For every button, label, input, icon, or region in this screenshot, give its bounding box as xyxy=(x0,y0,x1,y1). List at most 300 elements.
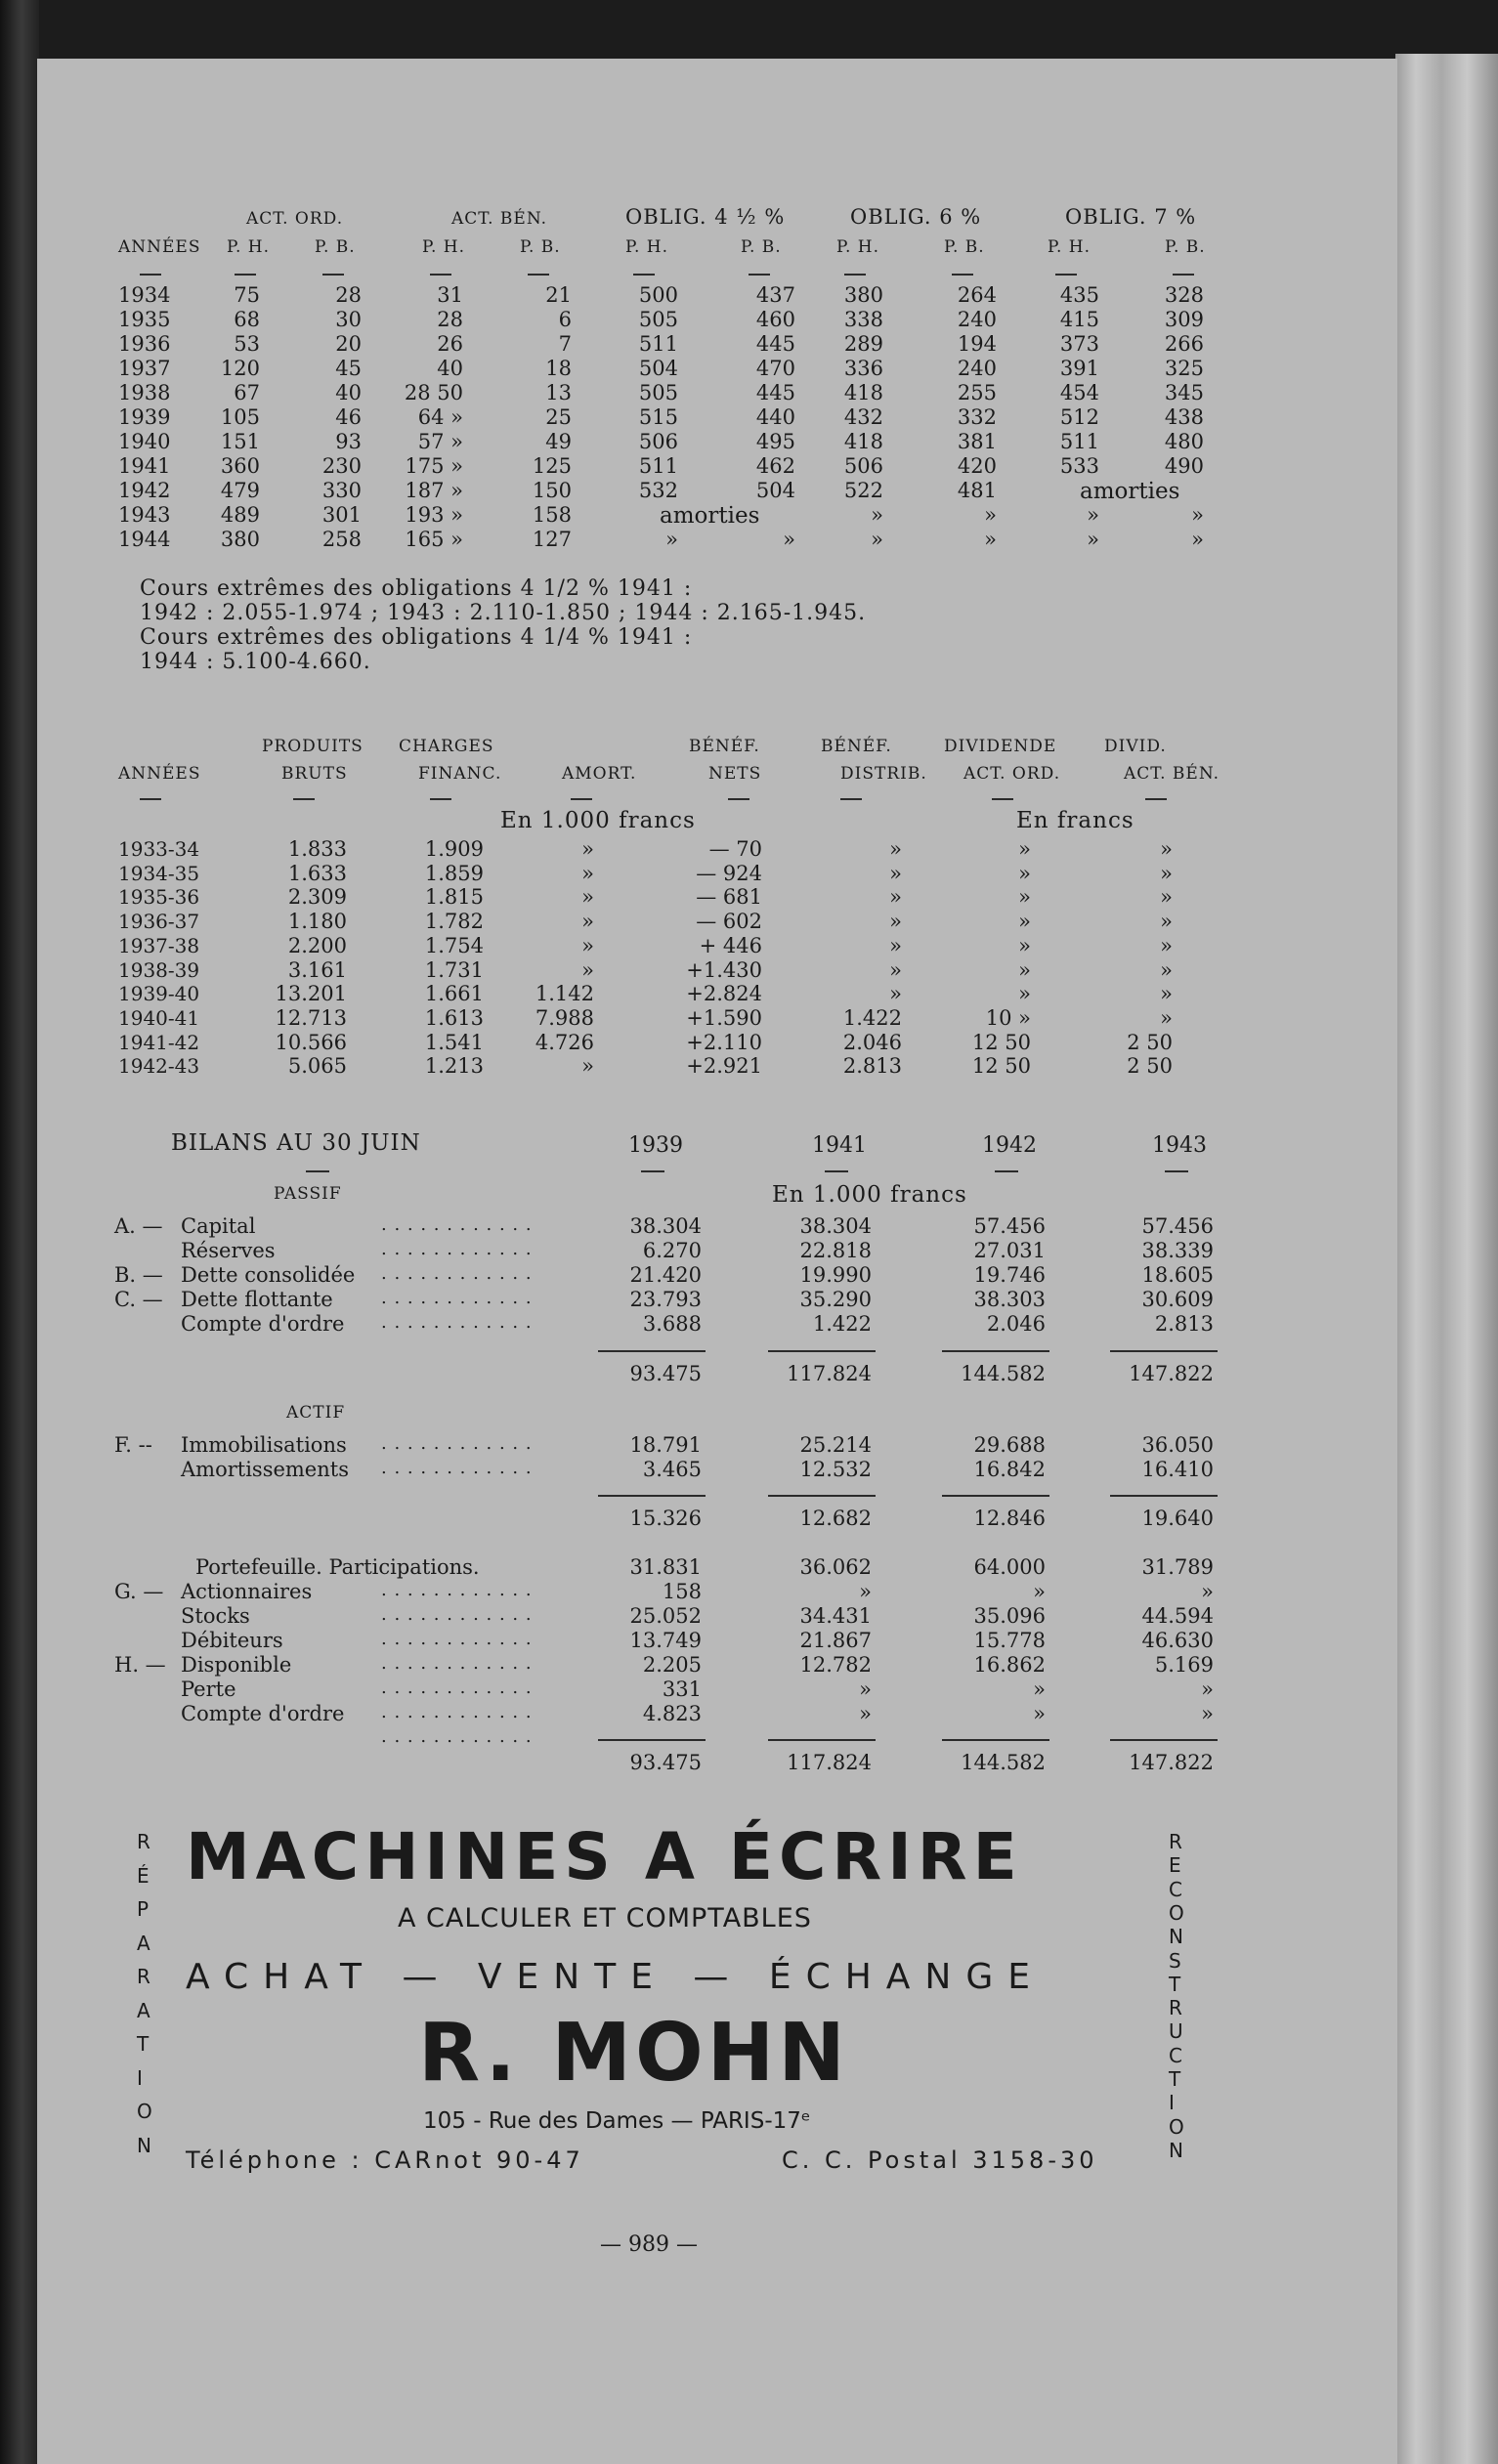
value-cell: 13.201 xyxy=(275,982,347,1006)
value-cell: 75 xyxy=(234,283,260,307)
column-header: BÉNÉF. xyxy=(821,737,892,756)
value-cell: 30 xyxy=(335,308,362,331)
value-cell: 532 xyxy=(638,479,678,502)
page-number: — 989 — xyxy=(600,2232,698,2257)
item-label: Compte d'ordre xyxy=(181,1702,345,1725)
value-cell: 506 xyxy=(638,430,678,453)
value-cell: 158 xyxy=(662,1580,702,1603)
note-line: 1942 : 2.055-1.974 ; 1943 : 2.110-1.850 ; 1944 : 2.165-1.945. xyxy=(140,601,867,625)
value-cell: 2.205 xyxy=(642,1653,702,1677)
value-cell: 46 xyxy=(335,405,362,429)
total-cell: 12.846 xyxy=(973,1507,1046,1530)
value-cell: 18.791 xyxy=(629,1433,702,1457)
value-cell: 505 xyxy=(638,381,678,404)
value-cell: 12.782 xyxy=(799,1653,872,1677)
leader-dots: . . . . . . . . . . . . xyxy=(381,1433,533,1454)
value-cell: 46.630 xyxy=(1141,1629,1214,1652)
value-cell: » xyxy=(1191,503,1204,527)
value-cell: » xyxy=(581,861,594,885)
value-cell: +1.590 xyxy=(686,1005,762,1030)
value-cell: 12.532 xyxy=(799,1458,872,1481)
total-cell: 117.824 xyxy=(787,1751,872,1774)
sub-header: P. H. xyxy=(422,237,466,257)
value-cell: 26 xyxy=(437,332,463,356)
total-cell: 117.824 xyxy=(787,1362,872,1385)
value-cell: 12.713 xyxy=(275,1005,347,1030)
year-column-header: 1941 xyxy=(812,1133,867,1158)
item-label: Dette flottante xyxy=(181,1288,333,1311)
header-dash xyxy=(633,274,655,276)
value-cell: 1.142 xyxy=(535,982,594,1006)
column-header: CHARGES xyxy=(399,737,494,756)
vertical-letter: N xyxy=(1169,1925,1183,1949)
value-cell: » xyxy=(665,528,678,551)
vertical-letter: O xyxy=(137,2100,152,2123)
value-cell: 21.420 xyxy=(629,1263,702,1287)
value-cell: 193 » xyxy=(405,503,463,527)
vertical-letter: C xyxy=(1169,1877,1182,1901)
column-header: ACT. BÉN. xyxy=(1124,764,1220,784)
value-cell: 1.613 xyxy=(424,1005,484,1030)
item-label: Actionnaires xyxy=(181,1580,313,1603)
year-cell: 1943 xyxy=(118,503,171,527)
value-cell: +2.110 xyxy=(686,1030,762,1054)
value-cell: 38.339 xyxy=(1141,1239,1214,1262)
value-cell: 151 xyxy=(220,430,260,453)
value-cell: » xyxy=(1018,837,1031,861)
value-cell: 240 xyxy=(957,308,997,331)
value-cell: 36.062 xyxy=(799,1555,872,1579)
year-cell: 1934 xyxy=(118,283,171,307)
item-label: Perte xyxy=(181,1678,236,1701)
value-cell: 150 xyxy=(532,479,572,502)
value-cell: 64.000 xyxy=(973,1555,1046,1579)
note-line: Cours extrêmes des obligations 4 1/2 % 1941 : xyxy=(140,576,693,601)
value-cell: 93 xyxy=(335,430,362,453)
header-dash xyxy=(140,798,161,800)
value-cell: 165 » xyxy=(405,528,463,551)
vertical-letter: U xyxy=(1169,2019,1183,2044)
value-cell: 418 xyxy=(843,381,883,404)
value-cell: » xyxy=(581,837,594,861)
value-cell: 515 xyxy=(638,405,678,429)
column-header: DIVIDENDE xyxy=(944,737,1057,756)
value-cell: 380 xyxy=(843,283,883,307)
value-cell: » xyxy=(1160,910,1173,934)
value-cell: 38.303 xyxy=(973,1288,1046,1311)
value-cell: 1.661 xyxy=(424,982,484,1006)
column-header: AMORT. xyxy=(562,764,637,784)
total-cell: 147.822 xyxy=(1129,1362,1214,1385)
amorties-label: amorties xyxy=(660,503,760,529)
value-cell: 1.909 xyxy=(424,837,484,861)
period-cell: 1936-37 xyxy=(118,910,200,934)
header-dash xyxy=(1173,274,1194,276)
sum-rule xyxy=(1110,1495,1218,1497)
item-letter: A. — xyxy=(114,1214,163,1238)
value-cell: 230 xyxy=(321,454,362,478)
total-cell: 15.326 xyxy=(629,1507,702,1530)
ad-postal-account: C. C. Postal 3158-30 xyxy=(782,2146,1098,2174)
value-cell: 495 xyxy=(755,430,795,453)
vertical-letter: T xyxy=(137,2032,150,2056)
value-cell: 22.818 xyxy=(799,1239,872,1262)
value-cell: 2.046 xyxy=(842,1030,902,1054)
leader-dots: . . . . . . . . . . . . xyxy=(381,1653,533,1674)
header-dash xyxy=(1145,798,1167,800)
sum-rule xyxy=(598,1350,706,1352)
year-cell: 1936 xyxy=(118,332,171,356)
total-cell: 144.582 xyxy=(961,1362,1046,1385)
value-cell: 5.065 xyxy=(287,1054,347,1079)
value-cell: 381 xyxy=(957,430,997,453)
value-cell: » xyxy=(1018,957,1031,982)
value-cell: 40 xyxy=(335,381,362,404)
value-cell: 440 xyxy=(755,405,795,429)
vertical-letter: P xyxy=(137,1897,150,1921)
ad-headline: MACHINES A ÉCRIRE xyxy=(186,1819,1023,1894)
value-cell: 18.605 xyxy=(1141,1263,1214,1287)
value-cell: 266 xyxy=(1164,332,1204,356)
total-cell: 12.682 xyxy=(799,1507,872,1530)
vertical-letter: I xyxy=(1169,2091,1175,2115)
value-cell: 264 xyxy=(957,283,997,307)
header-dash xyxy=(1165,1170,1188,1172)
ad-phone: Téléphone : CARnot 90-47 xyxy=(186,2146,584,2174)
value-cell: » xyxy=(889,837,902,861)
value-cell: 35.096 xyxy=(973,1604,1046,1628)
period-cell: 1937-38 xyxy=(118,933,200,957)
value-cell: 360 xyxy=(220,454,260,478)
value-cell: 49 xyxy=(545,430,572,453)
balance-unit: En 1.000 francs xyxy=(772,1182,967,1208)
value-cell: 328 xyxy=(1164,283,1204,307)
value-cell: 29.688 xyxy=(973,1433,1046,1457)
header-dash xyxy=(844,274,866,276)
value-cell: » xyxy=(859,1580,872,1603)
year-cell: 1937 xyxy=(118,357,171,380)
sum-rule xyxy=(768,1350,876,1352)
value-cell: 1.633 xyxy=(287,861,347,885)
sub-header: P. B. xyxy=(741,237,782,257)
header-dash xyxy=(430,798,451,800)
header-dash xyxy=(430,274,451,276)
value-cell: » xyxy=(1087,503,1099,527)
value-cell: » xyxy=(889,861,902,885)
value-cell: » xyxy=(581,1054,594,1079)
ad-company-name: R. MOHN xyxy=(418,2007,849,2100)
value-cell: 500 xyxy=(638,283,678,307)
value-cell: 28 50 xyxy=(404,381,463,404)
value-cell: » xyxy=(889,910,902,934)
value-cell: 489 xyxy=(220,503,260,527)
value-cell: 345 xyxy=(1164,381,1204,404)
vertical-letter: R xyxy=(137,1965,150,1988)
vertical-letter: N xyxy=(1169,2138,1183,2162)
value-cell: 6 xyxy=(558,308,572,331)
leader-dots: . . . . . . . . . . . . xyxy=(381,1312,533,1333)
years-header: ANNÉES xyxy=(118,237,201,257)
year-cell: 1938 xyxy=(118,381,171,404)
value-cell: 301 xyxy=(321,503,362,527)
value-cell: 13 xyxy=(545,381,572,404)
item-label: Stocks xyxy=(181,1604,250,1628)
value-cell: 2.813 xyxy=(842,1054,902,1079)
value-cell: » xyxy=(859,1678,872,1701)
value-cell: 330 xyxy=(321,479,362,502)
value-cell: 522 xyxy=(843,479,883,502)
value-cell: 420 xyxy=(957,454,997,478)
value-cell: » xyxy=(581,885,594,910)
value-cell: » xyxy=(984,503,997,527)
leader-dots: . . . . . . . . . . . . xyxy=(381,1726,533,1747)
sum-rule xyxy=(1110,1739,1218,1741)
value-cell: » xyxy=(984,528,997,551)
item-label: Amortissements xyxy=(181,1458,349,1481)
value-cell: 480 xyxy=(1164,430,1204,453)
value-cell: 505 xyxy=(638,308,678,331)
value-cell: 44.594 xyxy=(1141,1604,1214,1628)
leader-dots: . . . . . . . . . . . . xyxy=(381,1629,533,1649)
vertical-letter: T xyxy=(1169,1972,1181,1996)
item-label: Capital xyxy=(181,1214,256,1238)
vertical-letter: T xyxy=(1169,2067,1181,2091)
value-cell: 1.833 xyxy=(287,837,347,861)
period-cell: 1934-35 xyxy=(118,861,200,885)
period-cell: 1933-34 xyxy=(118,837,200,861)
value-cell: 35.290 xyxy=(799,1288,872,1311)
value-cell: » xyxy=(1201,1702,1214,1725)
value-cell: » xyxy=(1191,528,1204,551)
actif-label: ACTIF xyxy=(286,1403,346,1423)
value-cell: 418 xyxy=(843,430,883,453)
value-cell: 16.410 xyxy=(1141,1458,1214,1481)
value-cell: » xyxy=(1160,1005,1173,1030)
sum-rule xyxy=(1110,1350,1218,1352)
value-cell: 460 xyxy=(755,308,795,331)
page-edge xyxy=(1395,54,1498,2464)
vertical-letter: O xyxy=(1169,1900,1184,1925)
value-cell: » xyxy=(581,933,594,957)
value-cell: 2.200 xyxy=(287,933,347,957)
value-cell: 511 xyxy=(638,454,678,478)
vertical-letter: É xyxy=(137,1863,150,1888)
leader-dots: . . . . . . . . . . . . xyxy=(381,1263,533,1284)
value-cell: 15.778 xyxy=(973,1629,1046,1652)
vertical-letter: E xyxy=(1169,1853,1181,1878)
value-cell: 28 xyxy=(437,308,463,331)
column-header: FINANC. xyxy=(418,764,502,784)
leader-dots: . . . . . . . . . . . . xyxy=(381,1214,533,1235)
sub-header: P. H. xyxy=(1048,237,1091,257)
item-label: Débiteurs xyxy=(181,1629,283,1652)
note-line: 1944 : 5.100-4.660. xyxy=(140,650,371,674)
value-cell: 325 xyxy=(1164,357,1204,380)
period-cell: 1939-40 xyxy=(118,982,200,1006)
value-cell: 2 50 xyxy=(1127,1030,1173,1054)
value-cell: 373 xyxy=(1059,332,1099,356)
value-cell: 1.859 xyxy=(424,861,484,885)
value-cell: + 446 xyxy=(699,933,762,957)
value-cell: 40 xyxy=(437,357,463,380)
header-dash xyxy=(840,798,862,800)
value-cell: 38.304 xyxy=(629,1214,702,1238)
value-cell: 437 xyxy=(755,283,795,307)
value-cell: » xyxy=(581,910,594,934)
leader-dots: . . . . . . . . . . . . xyxy=(381,1458,533,1478)
value-cell: 331 xyxy=(662,1678,702,1701)
value-cell: 336 xyxy=(843,357,883,380)
value-cell: 5.169 xyxy=(1154,1653,1214,1677)
value-cell: » xyxy=(1018,982,1031,1006)
book-spine xyxy=(0,0,39,2464)
value-cell: » xyxy=(1033,1580,1046,1603)
value-cell: 1.180 xyxy=(287,910,347,934)
value-cell: 34.431 xyxy=(799,1604,872,1628)
note-line: Cours extrêmes des obligations 4 1/4 % 1941 : xyxy=(140,625,693,650)
header-dash xyxy=(528,274,549,276)
value-cell: » xyxy=(1018,933,1031,957)
value-cell: 38.304 xyxy=(799,1214,872,1238)
years-header: ANNÉES xyxy=(118,764,201,784)
vertical-letter: N xyxy=(137,2133,151,2157)
value-cell: » xyxy=(1033,1702,1046,1725)
value-cell: 105 xyxy=(220,405,260,429)
value-cell: » xyxy=(1160,957,1173,982)
value-cell: 23.793 xyxy=(629,1288,702,1311)
vertical-letter: S xyxy=(1169,1948,1181,1973)
value-cell: 432 xyxy=(843,405,883,429)
value-cell: 28 xyxy=(335,283,362,307)
item-label: Portefeuille. Participations. xyxy=(195,1555,480,1579)
header-dash xyxy=(749,274,770,276)
value-cell: 57.456 xyxy=(1141,1214,1214,1238)
value-cell: » xyxy=(1160,861,1173,885)
value-cell: 6.270 xyxy=(642,1239,702,1262)
value-cell: 445 xyxy=(755,381,795,404)
leader-dots: . . . . . . . . . . . . xyxy=(381,1702,533,1722)
value-cell: 289 xyxy=(843,332,883,356)
value-cell: 21 xyxy=(545,283,572,307)
value-cell: 25.214 xyxy=(799,1433,872,1457)
value-cell: 7.988 xyxy=(535,1005,594,1030)
unit-label-thousands: En 1.000 francs xyxy=(500,808,696,833)
value-cell: 21.867 xyxy=(799,1629,872,1652)
amorties-label: amorties xyxy=(1080,479,1180,504)
value-cell: » xyxy=(581,957,594,982)
ad-services: ACHAT — VENTE — ÉCHANGE xyxy=(186,1957,1045,1997)
value-cell: » xyxy=(1018,885,1031,910)
value-cell: 57 » xyxy=(417,430,463,453)
year-cell: 1940 xyxy=(118,430,171,453)
year-column-header: 1943 xyxy=(1152,1133,1207,1158)
value-cell: — 681 xyxy=(696,885,762,910)
value-cell: » xyxy=(1201,1580,1214,1603)
value-cell: 481 xyxy=(957,479,997,502)
leader-dots: . . . . . . . . . . . . xyxy=(381,1678,533,1698)
value-cell: 120 xyxy=(220,357,260,380)
group-header-oblig-7: OBLIG. 7 % xyxy=(1065,205,1197,229)
group-header-oblig-4-5: OBLIG. 4 ½ % xyxy=(625,205,786,229)
value-cell: » xyxy=(889,982,902,1006)
vertical-letter: A xyxy=(137,1998,150,2022)
value-cell: 16.862 xyxy=(973,1653,1046,1677)
period-cell: 1935-36 xyxy=(118,885,200,910)
value-cell: 4.823 xyxy=(642,1702,702,1725)
value-cell: 1.213 xyxy=(424,1054,484,1079)
period-cell: 1942-43 xyxy=(118,1054,200,1079)
value-cell: 504 xyxy=(755,479,795,502)
vertical-letter: R xyxy=(1169,1830,1182,1853)
value-cell: 4.726 xyxy=(535,1030,594,1054)
year-cell: 1942 xyxy=(118,479,171,502)
value-cell: » xyxy=(1160,885,1173,910)
item-label: Dette consolidée xyxy=(181,1263,356,1287)
leader-dots: . . . . . . . . . . . . xyxy=(381,1288,533,1308)
value-cell: 158 xyxy=(532,503,572,527)
value-cell: 391 xyxy=(1059,357,1099,380)
year-cell: 1935 xyxy=(118,308,171,331)
value-cell: 175 » xyxy=(405,454,463,478)
value-cell: » xyxy=(889,885,902,910)
value-cell: 12 50 xyxy=(971,1054,1031,1079)
value-cell: 2.813 xyxy=(1154,1312,1214,1336)
value-cell: 309 xyxy=(1164,308,1204,331)
value-cell: 332 xyxy=(957,405,997,429)
sub-header: P. B. xyxy=(944,237,985,257)
value-cell: +2.824 xyxy=(686,982,762,1006)
total-cell: 147.822 xyxy=(1129,1751,1214,1774)
total-cell: 93.475 xyxy=(629,1751,702,1774)
sum-rule xyxy=(942,1739,1049,1741)
value-cell: 7 xyxy=(558,332,572,356)
unit-label-francs: En francs xyxy=(1016,808,1134,833)
value-cell: +2.921 xyxy=(686,1054,762,1079)
value-cell: 512 xyxy=(1059,405,1099,429)
value-cell: 3.688 xyxy=(642,1312,702,1336)
value-cell: 19.990 xyxy=(799,1263,872,1287)
column-header: BÉNÉF. xyxy=(689,737,760,756)
value-cell: » xyxy=(1033,1678,1046,1701)
vertical-letter: C xyxy=(1169,2043,1182,2067)
value-cell: 10 » xyxy=(985,1005,1031,1030)
value-cell: 67 xyxy=(234,381,260,404)
sub-header: P. H. xyxy=(625,237,669,257)
value-cell: 31.831 xyxy=(629,1555,702,1579)
value-cell: 1.731 xyxy=(424,957,484,982)
vertical-letter: R xyxy=(1169,1996,1182,2020)
value-cell: 16.842 xyxy=(973,1458,1046,1481)
group-header-oblig-6: OBLIG. 6 % xyxy=(850,205,982,229)
value-cell: 490 xyxy=(1164,454,1204,478)
value-cell: 31.789 xyxy=(1141,1555,1214,1579)
value-cell: » xyxy=(1087,528,1099,551)
value-cell: » xyxy=(871,528,883,551)
item-letter: B. — xyxy=(114,1263,163,1287)
value-cell: » xyxy=(859,1702,872,1725)
value-cell: 338 xyxy=(843,308,883,331)
sub-header: P. B. xyxy=(315,237,356,257)
total-cell: 93.475 xyxy=(629,1362,702,1385)
value-cell: » xyxy=(889,933,902,957)
header-dash xyxy=(1055,274,1077,276)
sub-header: P. H. xyxy=(836,237,880,257)
period-cell: 1938-39 xyxy=(118,957,200,982)
item-letter: C. — xyxy=(114,1288,163,1311)
value-cell: 470 xyxy=(755,357,795,380)
value-cell: 64 » xyxy=(417,405,463,429)
vertical-letter: I xyxy=(137,2065,143,2090)
